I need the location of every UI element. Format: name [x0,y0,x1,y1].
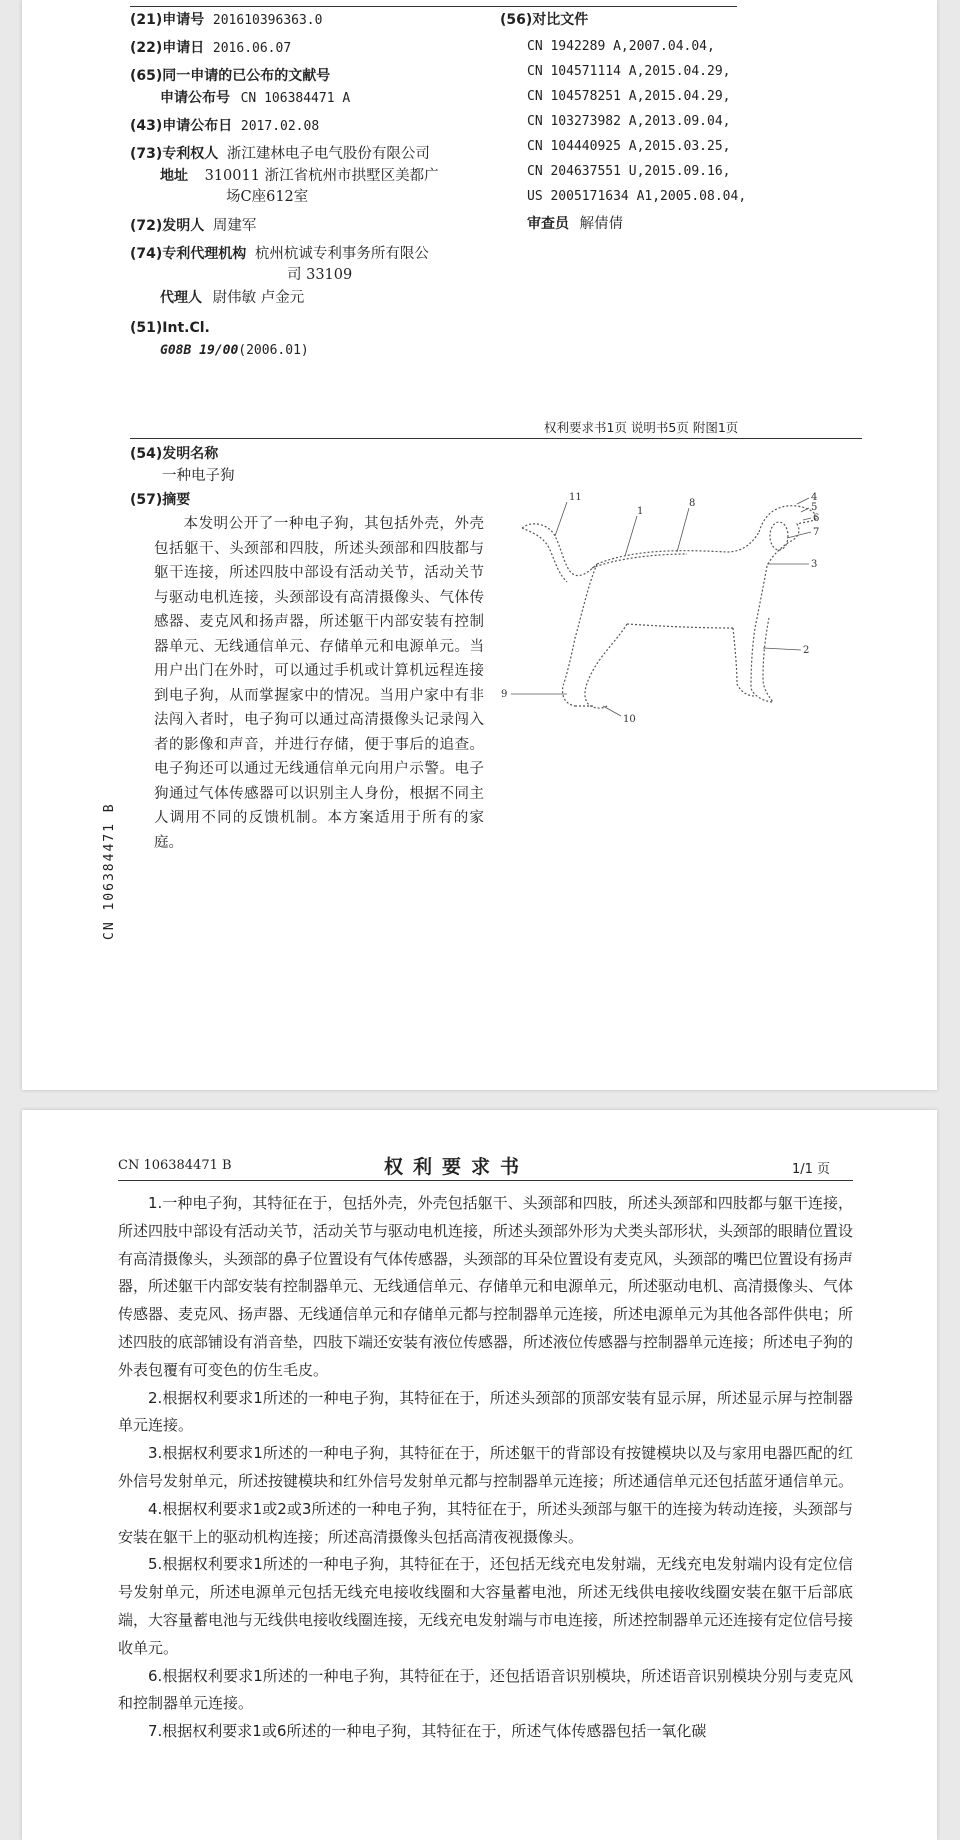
agent: 尉伟敏 卢金元 [212,290,305,306]
pub-date-row [130,116,319,137]
app-no-row [130,10,322,31]
dog-hind-leg-1 [563,564,598,706]
examiner: 解倩倩 [579,216,624,232]
figure-label: 6 [813,513,820,524]
figure-label: 10 [623,714,636,725]
figure-label: 11 [569,492,582,503]
app-no-label: (21)申请号 [130,12,205,28]
leader-line [603,706,621,716]
inventor: 周建军 [212,218,257,234]
leader-line [801,508,809,512]
dog-hind-leg-2 [585,624,627,708]
citation-item: CN 1942289 A,2007.04.04, [527,39,715,54]
address-label: 地址 [160,168,188,184]
invention-title: 一种电子狗 [162,468,235,484]
citation-item: CN 104578251 A,2015.04.29, [527,89,731,104]
claim-item: 4.根据权利要求1或2或3所述的一种电子狗，其特征在于，所述头颈部与躯干的连接为转动连接，头颈部与安装在躯干上的驱动机构连接；所述高清摄像头包括高清夜视摄像头。 [118,1499,853,1546]
leader-line [625,516,637,556]
citations-label: (56)对比文件 [500,12,589,28]
app-date-label: (22)申请日 [130,40,205,56]
figure-label: 9 [501,689,508,700]
figure-label: 5 [811,502,818,513]
app-no: 201610396363.0 [212,13,323,28]
examiner-row [527,214,623,234]
page-counts: 权利要求书1页 说明书5页 附图1页 [544,420,739,435]
claim-item: 6.根据权利要求1所述的一种电子狗，其特征在于，还包括语音识别模块，所述语音识别模块分别与麦克风和控制器单元连接。 [118,1666,853,1713]
agency-line2: 司 33109 [287,267,353,283]
patentee: 浙江建林电子电气股份有限公司 [226,146,430,162]
pub-no: CN 106384471 A [240,91,351,106]
claims-rule [118,1180,853,1181]
citation-item: CN 204637551 U,2015.09.16, [527,164,731,179]
dog-front-leg-1 [751,566,773,702]
intcl-code: G08B 19/00 [160,343,239,358]
claim-item: 7.根据权利要求1或6所述的一种电子狗，其特征在于，所述气体传感器包括一氧化碳 [148,1722,707,1741]
claims-list [118,1190,853,1746]
claim-item: 2.根据权利要求1所述的一种电子狗，其特征在于，所述头颈部的顶部安装有显示屏，所述显示屏与控制器单元连接。 [118,1388,853,1435]
pub-no-row [160,88,350,109]
pub-date-label: (43)申请公布日 [130,118,233,134]
prior-pub-label: (65)同一申请的已公布的文献号 [130,68,331,84]
section-rule [130,438,862,439]
intcl-label: (51)Int.Cl. [130,320,210,336]
leader-line [555,502,567,536]
intcl-date: (2006.01) [238,343,309,358]
agency-row [130,244,429,264]
top-rule [130,6,737,7]
figure-label: 4 [811,492,818,503]
leader-line [677,508,689,552]
abstract-text: 本发明公开了一种电子狗，其包括外壳，外壳包括躯干、头颈部和四肢，所述头颈部和四肢都与躯干连接，所述四肢中部设有活动关节，活动关节与驱动电机连接，头颈部设有高清摄像头、气体传感器、麦克风和扬声器，所述躯干内部安装有控制器单元、无线通信单元、存储单元和电源单元。当用户出门在外时，可以通过手机或计算机远程连接到电子狗，从而掌握家中的情况。当用户家中有非法闯入者时，电子狗可以通过高清摄像头记录闯入者的影像和声音，并进行存储，便于事后的追查。电子狗还可以通过无线通信单元向用户示警。电子狗通过气体传感器可以识别主人身份，根据不同主人调用不同的反馈机制。本方案适用于所有的家庭。 [154,516,484,851]
dog-tail [522,524,597,576]
inventor-row [130,216,256,236]
dog-tail-inner [522,528,567,582]
figure-label: 8 [689,498,696,509]
figure-label: 2 [803,645,810,656]
leader-line [797,498,809,504]
citation-item: US 2005171634 A1,2005.08.04, [527,189,747,204]
agent-label: 代理人 [160,290,202,306]
agency-label: (74)专利代理机构 [130,246,247,262]
claim-item: 5.根据权利要求1所述的一种电子狗，其特征在于，还包括无线充电发射端，无线充电发射端内设有定位信号发射单元，所述电源单元包括无线充电接收线圈和大容量蓄电池，所述无线供电接收线圈安装在躯干后部底端，大容量蓄电池与无线供电接收线圈连接，无线充电发射端与市电连接，所述控制器单元还连接有定位信号接收单元。 [118,1555,854,1657]
patentee-label: (73)专利权人 [130,146,219,162]
dog-figure [497,478,827,728]
abstract-label: (57)摘要 [130,492,191,508]
examiner-label: 审查员 [527,216,569,232]
pub-date: 2017.02.08 [240,119,320,134]
claims-page-number: 1/1 页 [792,1162,831,1177]
dog-ear [770,522,788,550]
side-doc-number: CN 106384471 B [102,802,117,940]
leader-line [803,518,811,520]
patentee-row [130,144,430,164]
address-line2: 场C座612室 [226,189,309,205]
claims-doc-number: CN 106384471 B [118,1158,232,1173]
inventor-label: (72)发明人 [130,218,205,234]
figure-label: 1 [637,506,644,517]
claim-item: 3.根据权利要求1所述的一种电子狗，其特征在于，所述躯干的背部设有按键模块以及与家用电器匹配的红外信号发射单元，所述按键模块和红外信号发射单元都与控制器单元连接；所述通信单元还包括蓝牙通信单元。 [118,1444,854,1490]
figure-label: 7 [813,527,820,538]
agent-row [160,288,304,308]
address-line1: 310011 浙江省杭州市拱墅区美都广 [204,168,439,184]
app-date: 2016.06.07 [212,41,292,56]
agency-line1: 杭州杭诚专利事务所有限公 [254,246,429,262]
title-label: (54)发明名称 [130,446,219,462]
figure-label: 3 [811,559,818,570]
app-date-row [130,38,291,59]
citation-item: CN 104571114 A,2015.04.29, [527,64,731,79]
citation-item: CN 104440925 A,2015.03.25, [527,139,731,154]
intcl-row [160,340,309,361]
claim-item: 1.一种电子狗，其特征在于，包括外壳，外壳包括躯干、头颈部和四肢，所述头颈部和四肢都与躯干连接，所述四肢中部设有活动关节，活动关节与驱动电机连接，所述头颈部外形为犬类头部形状，头颈部的眼睛位置设有高清摄像头，头颈部的鼻子位置设有气体传感器，头颈部的耳朵位置设有麦克风，头颈部的嘴巴位置设有扬声器，所述躯干内部安装有控制器单元、无线通信单元、存储单元和电源单元，所述驱动电机、高清摄像头、气体传感器、麦克风、扬声器、无线通信单元和存储单元都与控制器单元连接，所述电源单元为其他各部件供电；所述四肢的底部铺设有消音垫，四肢下端还安装有液位传感器，所述液位传感器与控制器单元连接；所述电子狗的外表包覆有可变色的仿生毛皮。 [118,1194,854,1379]
address-row [160,166,439,186]
dog-belly [627,624,733,628]
front-page [22,0,937,1090]
leader-line [763,648,801,650]
claims-title: 权利要求书 [384,1156,530,1178]
claims-page [22,1110,937,1840]
pub-no-label: 申请公布号 [160,90,230,106]
citation-item: CN 103273982 A,2013.09.04, [527,114,731,129]
